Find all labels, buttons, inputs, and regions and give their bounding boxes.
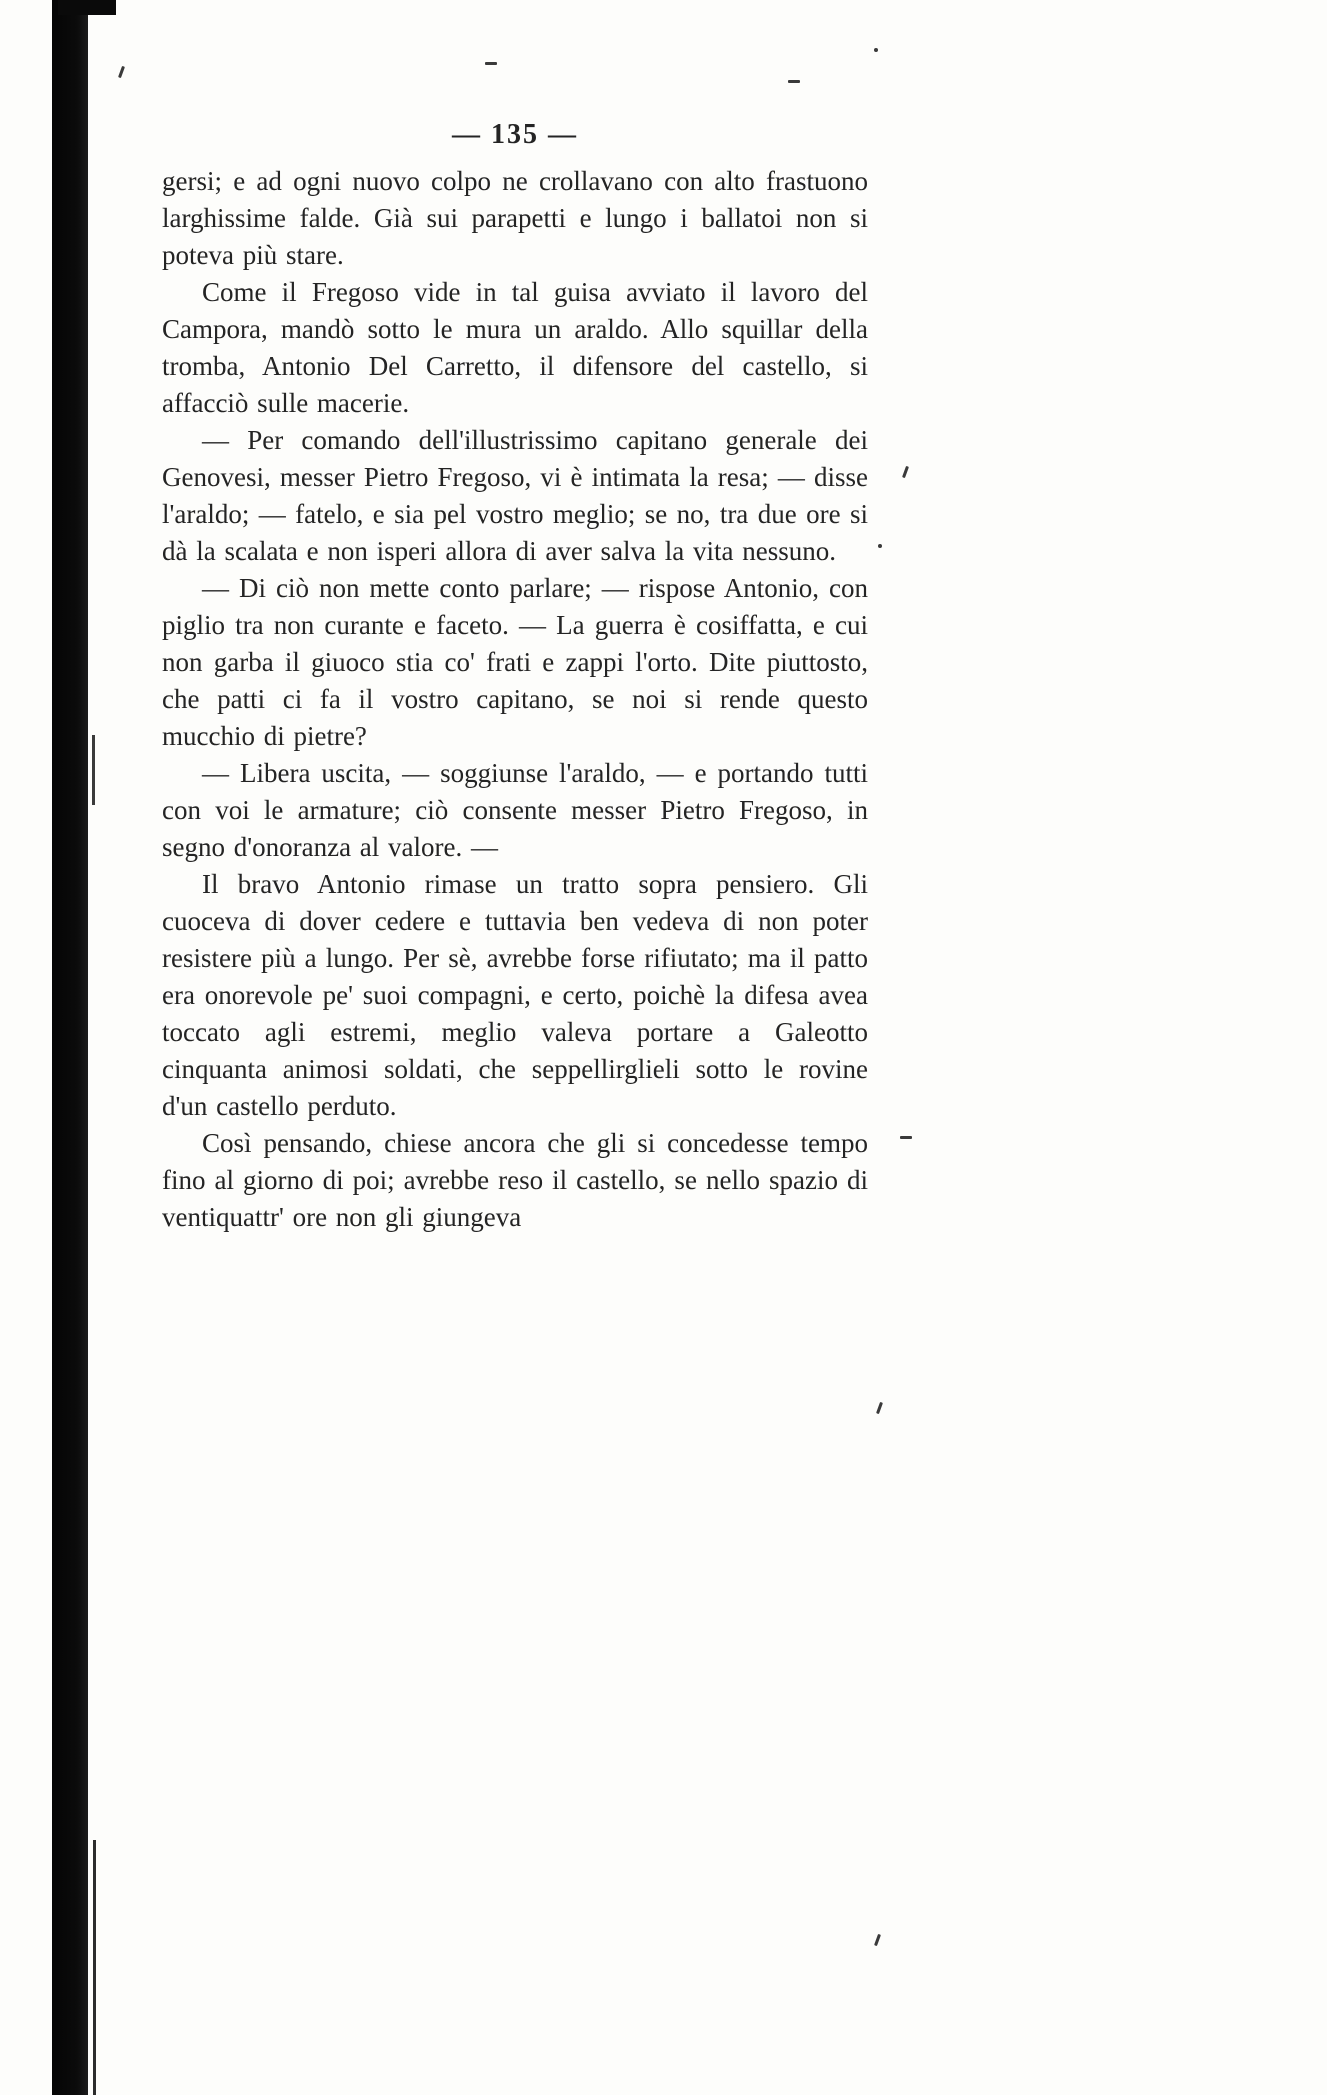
scan-speck	[874, 1934, 881, 1946]
binding-top-mark	[58, 0, 116, 15]
paragraph: — Libera uscita, — soggiunse l'araldo, — e portando tutti con voi le armature; ciò consente messer Pietro Fregoso, in segno d'onoranza al valore. —	[162, 758, 868, 862]
paragraph: — Di ciò non mette conto parlare; — rispose Antonio, con piglio tra non curante e faceto. — La guerra è cosiffatta, e cui non garba il giuoco stia co' frati e zappi l'orto. Dite piuttosto, che patti ci fa il vostro capitano, se noi si rende questo mucchio di pietre?	[162, 573, 868, 751]
paragraph: — Per comando dell'illustrissimo capitano generale dei Genovesi, messer Pietro Fregoso, vi è intimata la resa; — disse l'araldo; — fatelo, e sia pel vostro meglio; se no, tra due ore si dà la scalata e non isperi allora di aver salva la vita nessuno.	[162, 425, 868, 566]
paragraph: Come il Fregoso vide in tal guisa avviato il lavoro del Campora, mandò sotto le mura un araldo. Allo squillar della tromba, Antonio Del Carretto, il difensore del castello, si affacciò sulle macerie.	[162, 277, 868, 418]
scan-speck	[874, 48, 878, 52]
scan-speck	[876, 1402, 883, 1414]
scan-speck	[902, 466, 909, 478]
paragraph: Il bravo Antonio rimase un tratto sopra pensiero. Gli cuoceva di dover cedere e tuttavia ben vedeva di non poter resistere più a lungo. Per sè, avrebbe forse rifiutato; ma il patto era onorevole pe' suoi compagni, e certo, poichè la difesa avea toccato agli estremi, meglio valeva portare a Galeotto cinquanta animosi soldati, che seppellirglieli sotto le rovine d'un castello perduto.	[162, 869, 868, 1121]
scan-speck	[788, 80, 800, 83]
page-number: — 135 —	[452, 119, 578, 150]
scan-speck	[485, 62, 497, 65]
scan-speck	[900, 1136, 912, 1139]
binding-edge-artifact	[93, 1840, 96, 2095]
binding-strip	[52, 0, 88, 2095]
binding-edge-artifact	[92, 735, 95, 805]
paragraph: gersi; e ad ogni nuovo colpo ne crollavano con alto frastuono larghissime falde. Già sui parapetti e lungo i ballatoi non si poteva più stare.	[162, 166, 868, 270]
paragraph: Così pensando, chiese ancora che gli si concedesse tempo fino al giorno di poi; avrebbe reso il castello, se nello spazio di ventiquattr' ore non gli giungeva	[162, 1128, 868, 1232]
text-block	[162, 116, 868, 1236]
scan-speck	[878, 544, 882, 548]
scan-speck	[118, 66, 125, 78]
